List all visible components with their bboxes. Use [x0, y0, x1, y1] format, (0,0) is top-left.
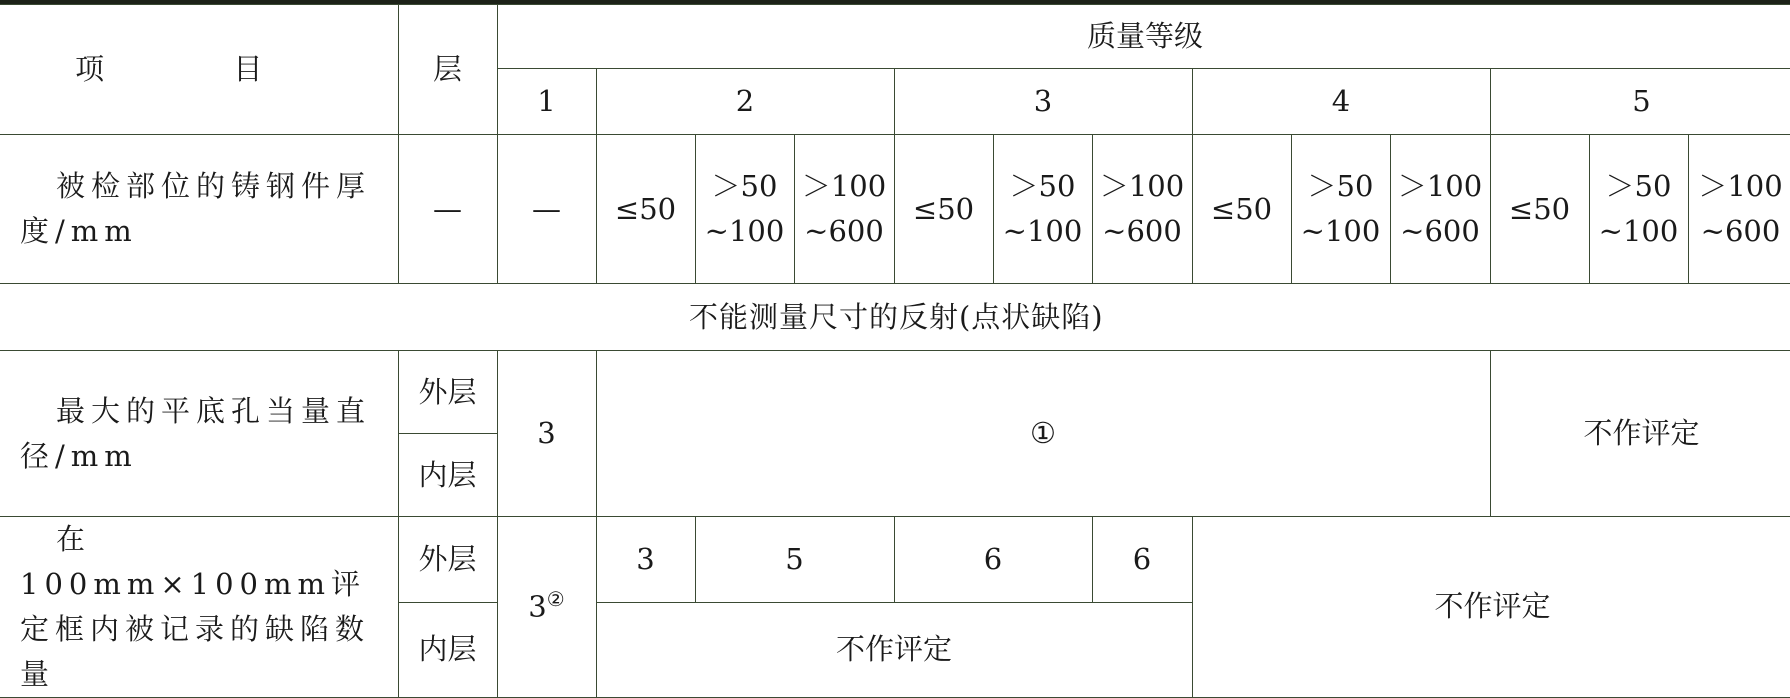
max-hole-outer: 外层: [398, 351, 497, 434]
count-outer-g3-b: 6: [1092, 517, 1192, 603]
quality-grade-table: [0, 4, 1790, 698]
count-grades4to5: 不作评定: [1192, 517, 1790, 698]
grade-2-header: 2: [596, 69, 894, 135]
header-layer: 层: [398, 5, 497, 135]
count-outer-g2-b: 5: [695, 517, 894, 603]
g3-range-100-600: ＞100 ~600: [1092, 135, 1192, 284]
grade-5-header: 5: [1490, 69, 1790, 135]
count-inner-value: 不作评定: [596, 602, 1192, 697]
thickness-label: 被检部位的铸钢件厚度/mm: [0, 135, 398, 284]
grade-4-header: 4: [1192, 69, 1490, 135]
max-hole-grade1: 3: [497, 351, 596, 517]
g2-range-50-100: ＞50 ~100: [695, 135, 794, 284]
thickness-layer: —: [398, 135, 497, 284]
header-quality-grade: 质量等级: [497, 5, 1790, 69]
count-inner: 内层: [398, 602, 497, 697]
count-grade1: 3②: [497, 517, 596, 698]
g2-range-le50: ≤50: [596, 135, 695, 284]
g5-range-100-600: ＞100 ~600: [1688, 135, 1790, 284]
thickness-grade1: —: [497, 135, 596, 284]
max-hole-inner: 内层: [398, 434, 497, 517]
max-hole-label: 最大的平底孔当量直径/mm: [0, 351, 398, 517]
note-2-mark: ②: [546, 587, 565, 612]
count-outer-g3-a: 6: [894, 517, 1092, 603]
header-item: 项 目: [0, 5, 398, 135]
g3-range-le50: ≤50: [894, 135, 993, 284]
count-outer: 外层: [398, 517, 497, 603]
g5-range-le50: ≤50: [1490, 135, 1589, 284]
count-label: 在100mm×100mm评定框内被记录的缺陷数量: [0, 517, 398, 698]
g2-range-100-600: ＞100 ~600: [794, 135, 894, 284]
grade-3-header: 3: [894, 69, 1192, 135]
g5-range-50-100: ＞50 ~100: [1589, 135, 1688, 284]
max-hole-grade5: 不作评定: [1490, 351, 1790, 517]
g4-range-50-100: ＞50 ~100: [1291, 135, 1390, 284]
g3-range-50-100: ＞50 ~100: [993, 135, 1092, 284]
g4-range-le50: ≤50: [1192, 135, 1291, 284]
grade-1-header: 1: [497, 69, 596, 135]
g4-range-100-600: ＞100 ~600: [1390, 135, 1490, 284]
max-hole-note: ①: [596, 351, 1490, 517]
section-title: 不能测量尺寸的反射(点状缺陷): [0, 284, 1790, 351]
count-outer-g2-a: 3: [596, 517, 695, 603]
